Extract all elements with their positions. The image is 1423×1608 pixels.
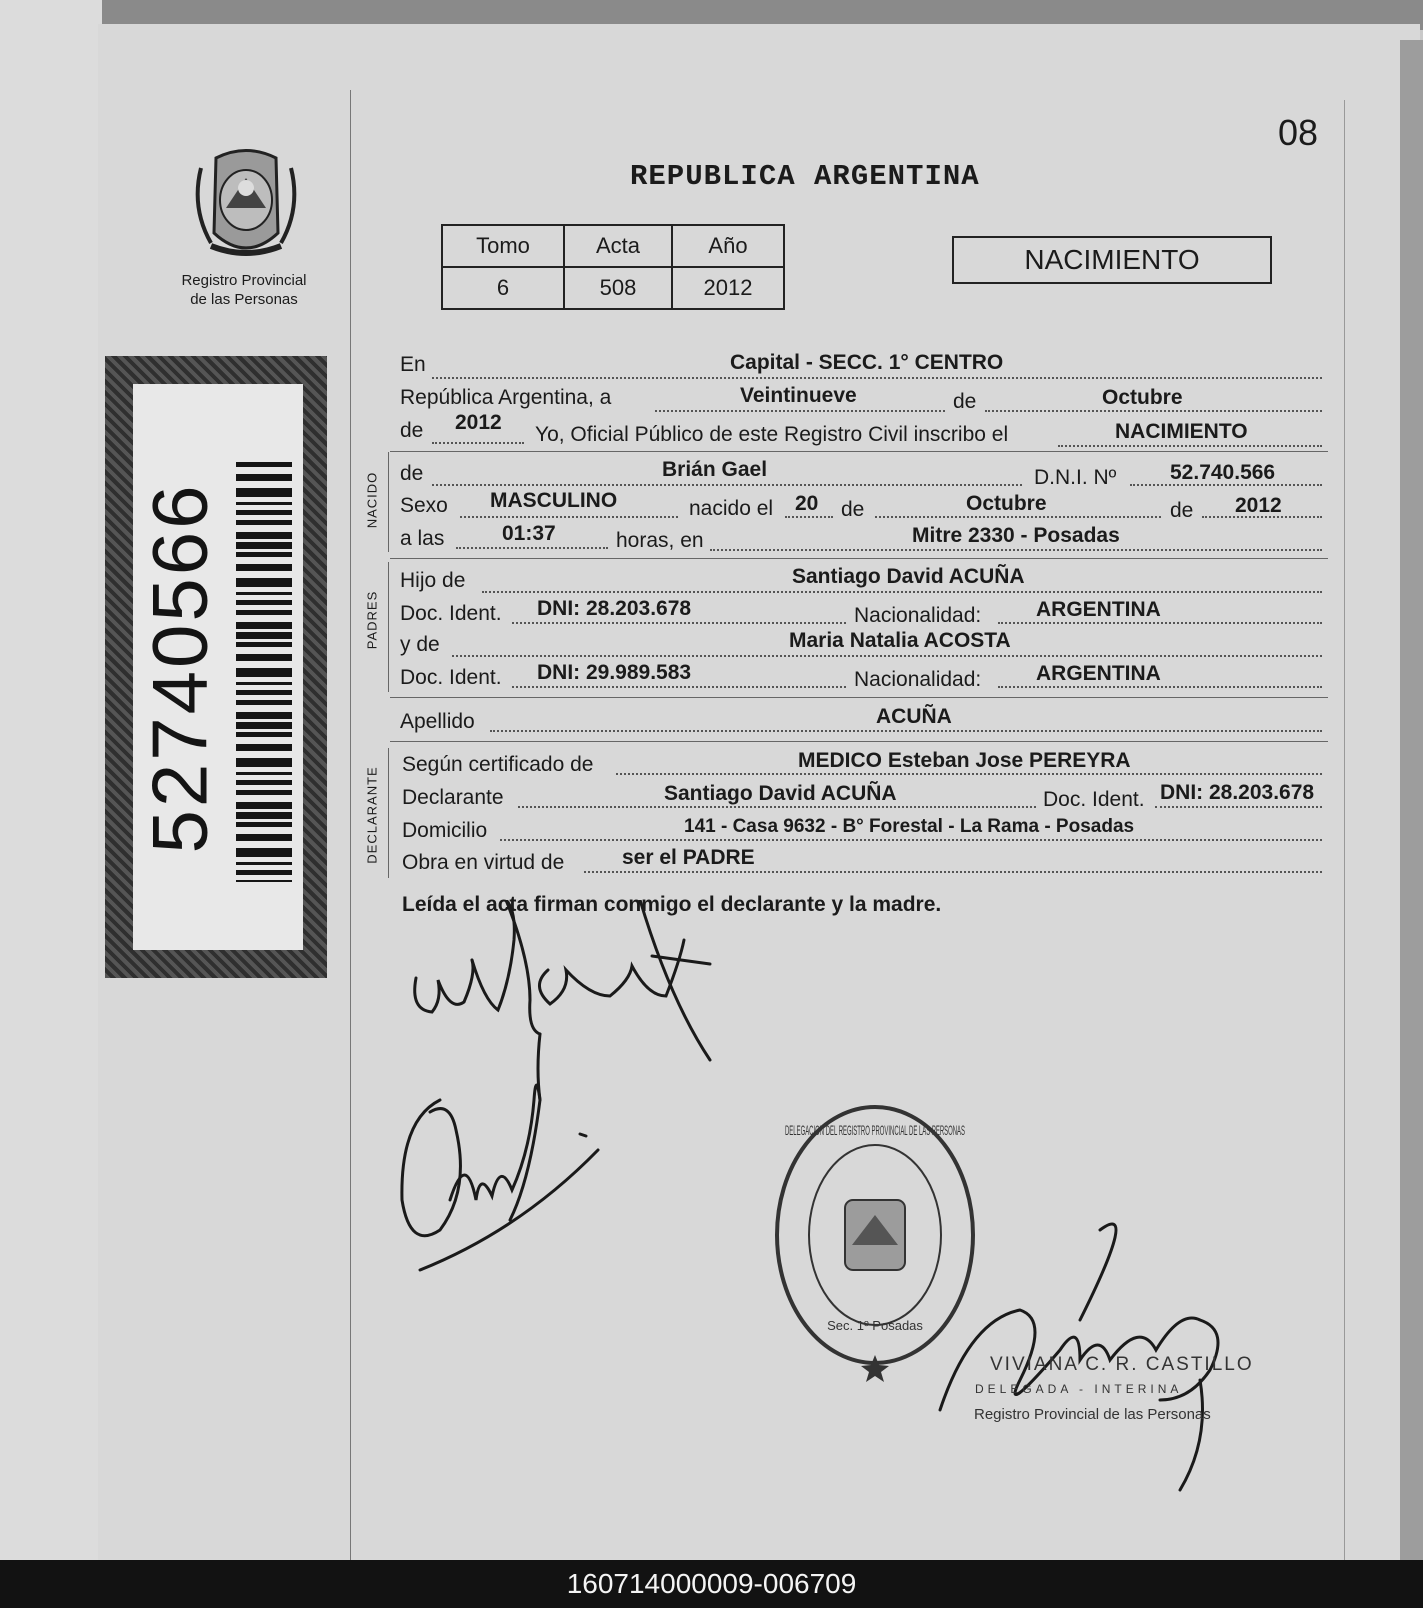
barcode-bar [236, 668, 292, 677]
separator-padres [390, 558, 1328, 559]
year-dots [432, 442, 524, 444]
declarante-value: Santiago David ACUÑA [664, 782, 897, 805]
place-dots [710, 549, 1322, 551]
barcode-bar [236, 592, 292, 595]
birth-place-value: Mitre 2330 - Posadas [912, 524, 1120, 547]
day-dots [655, 410, 945, 412]
birth-de-year-label: de [1170, 499, 1194, 522]
padres-bar [388, 562, 389, 692]
mother-doc-label: Doc. Ident. [400, 666, 502, 689]
barcode-bar [236, 690, 292, 695]
republica-label: República Argentina, a [400, 386, 612, 409]
obra-dots [584, 871, 1322, 873]
de-year-label: de [400, 419, 424, 442]
domicilio-dots [500, 839, 1322, 841]
reference-table [441, 224, 785, 310]
en-label: En [400, 353, 426, 376]
barcode-bar [236, 510, 292, 515]
segun-value: MEDICO Esteban Jose PEREYRA [798, 749, 1131, 772]
birth-day-dots [785, 516, 833, 518]
official-registry: Registro Provincial de las Personas [974, 1406, 1211, 1423]
barcode-bar [236, 488, 292, 497]
mother-name-value: Maria Natalia ACOSTA [789, 629, 1011, 652]
ref-value-tomo: 6 [442, 267, 564, 309]
mother-doc-dots [512, 686, 846, 688]
barcode-bar [236, 610, 292, 615]
declarante-dots [518, 806, 1036, 808]
barcode-bar [236, 772, 292, 775]
declarante-doc-value: DNI: 28.203.678 [1160, 781, 1315, 804]
book-left-page [0, 0, 102, 1560]
ref-header-acta: Acta [564, 225, 672, 267]
barcode-bar [236, 802, 292, 809]
seal-inner-text: Sec. 1º Posadas [827, 1318, 923, 1333]
separator-declarante [390, 741, 1328, 742]
barcode-bar [236, 870, 292, 875]
closing-statement: Leída el acta firman conmigo el declarante y la madre. [402, 893, 942, 916]
nacido-el-label: nacido el [689, 497, 774, 520]
nacido-bar [388, 452, 389, 552]
barcode-bar [236, 642, 292, 647]
dni-label: D.N.I. Nº [1034, 466, 1117, 489]
barcode-bar [236, 462, 292, 467]
nacido-de-label: de [400, 462, 424, 485]
father-nat-dots [998, 622, 1322, 624]
coat-of-arms-icon [186, 138, 306, 268]
time-dots [456, 547, 608, 549]
barcode-icon [236, 462, 292, 882]
nacido-side-label: NACIDO [364, 471, 380, 529]
page-number: 08 [1278, 112, 1319, 153]
a-las-label: a las [400, 527, 445, 550]
declarante-doc-dots [1155, 806, 1322, 808]
barcode-bar [236, 532, 292, 539]
mother-signature-icon [402, 1085, 598, 1270]
barcode-bar [236, 722, 292, 729]
father-doc-value: DNI: 28.203.678 [537, 597, 692, 620]
ref-value-acta: 508 [564, 267, 672, 309]
barcode-bar [236, 474, 292, 481]
apellido-value: ACUÑA [876, 705, 952, 728]
stub-separator [350, 90, 351, 1560]
mother-nat-label: Nacionalidad: [854, 668, 982, 691]
sexo-value: MASCULINO [490, 489, 618, 512]
child-name-value: Brián Gael [662, 458, 768, 481]
apellido-dots [490, 730, 1322, 732]
declarante-side-label: DECLARANTE [364, 766, 380, 864]
barcode-bar [236, 834, 292, 841]
father-name-value: Santiago David ACUÑA [792, 565, 1025, 588]
birth-month-dots [875, 516, 1161, 518]
mother-nat-dots [998, 686, 1322, 688]
separator-apellido [390, 697, 1328, 698]
declarante-bar [388, 748, 389, 878]
day-value: Veintinueve [740, 384, 857, 407]
time-value: 01:37 [502, 522, 556, 545]
seal-ring-text: DELEGACION DEL REGISTRO PROVINCIAL DE LAS PERSONAS [785, 1122, 965, 1138]
official-name: VIVIANA C. R. CASTILLO [990, 1354, 1254, 1375]
father-dots [482, 591, 1322, 593]
barcode-bar [236, 790, 292, 795]
domicilio-label: Domicilio [402, 819, 488, 842]
barcode-bar [236, 622, 292, 629]
en-value: Capital - SECC. 1° CENTRO [730, 351, 1004, 374]
barcode-bar [236, 780, 292, 785]
barcode-bar [236, 862, 292, 865]
segun-label: Según certificado de [402, 753, 594, 776]
registry-label-line2: de las Personas [190, 291, 298, 308]
barcode-bar [236, 542, 292, 549]
father-nat-label: Nacionalidad: [854, 604, 982, 627]
obra-label: Obra en virtud de [402, 851, 565, 874]
barcode-bar [236, 848, 292, 857]
official-seal-icon [777, 1107, 973, 1382]
ref-header-ano: Año [672, 225, 784, 267]
barcode-bar [236, 880, 292, 882]
domicilio-value: 141 - Casa 9632 - B° Forestal - La Rama - Posadas [684, 816, 1135, 837]
declarante-doc-label: Doc. Ident. [1043, 788, 1145, 811]
barcode-bar [236, 682, 292, 685]
book-right-edge [1400, 40, 1423, 1560]
barcode-bar [236, 700, 292, 705]
sexo-dots [460, 516, 678, 518]
signatures-and-seal [380, 900, 1380, 1540]
barcode-bar [236, 502, 292, 505]
barcode-bar [236, 578, 292, 587]
registry-label-line1: Registro Provincial [181, 272, 307, 289]
stub-number: 52740566 [135, 482, 224, 854]
hijo-de-label: Hijo de [400, 569, 466, 592]
barcode-bar [236, 552, 292, 557]
inscribo-value: NACIMIENTO [1115, 420, 1248, 443]
declarant-signature-icon [415, 900, 710, 1100]
father-doc-dots [512, 622, 846, 624]
mother-doc-value: DNI: 29.989.583 [537, 661, 692, 684]
ref-header-tomo: Tomo [442, 225, 564, 267]
barcode-bar [236, 744, 292, 751]
y-de-label: y de [400, 633, 440, 656]
act-type-box: NACIMIENTO [952, 236, 1272, 284]
horas-label: horas, en [616, 529, 704, 552]
barcode-bar [236, 712, 292, 719]
birth-day-value: 20 [795, 492, 819, 515]
birth-de-label: de [841, 498, 865, 521]
barcode-bar [236, 600, 292, 605]
barcode-bar [236, 564, 292, 571]
obra-value: ser el PADRE [622, 846, 755, 869]
oficial-text: Yo, Oficial Público de este Registro Civil inscribo el [535, 423, 1009, 446]
sexo-label: Sexo [400, 494, 448, 517]
de-label: de [953, 390, 977, 413]
dni-value: 52.740.566 [1170, 461, 1276, 484]
barcode-bar [236, 654, 292, 661]
name-dots [432, 484, 1022, 486]
country-heading: REPUBLICA ARGENTINA [630, 160, 980, 193]
ref-value-ano: 2012 [672, 267, 784, 309]
inscribo-dots [1058, 445, 1322, 447]
father-doc-label: Doc. Ident. [400, 602, 502, 625]
scan-footer: 160714000009-006709 [0, 1560, 1423, 1608]
barcode-bar [236, 822, 292, 827]
official-title: DELEGADA - INTERINA [975, 1382, 1183, 1396]
barcode-bar [236, 632, 292, 639]
father-nat-value: ARGENTINA [1036, 598, 1161, 621]
en-dots [432, 377, 1322, 379]
mother-dots [452, 655, 1322, 657]
barcode-bar [236, 812, 292, 819]
padres-side-label: PADRES [364, 590, 380, 650]
declarante-label: Declarante [402, 786, 504, 809]
birth-month-value: Octubre [966, 492, 1047, 515]
month-dots [985, 410, 1322, 412]
birth-year-value: 2012 [1235, 494, 1282, 517]
apellido-label: Apellido [400, 710, 475, 733]
mother-nat-value: ARGENTINA [1036, 662, 1161, 685]
year-value: 2012 [455, 411, 502, 434]
barcode-bar [236, 732, 292, 737]
barcode-bar [236, 758, 292, 767]
barcode-bar [236, 520, 292, 525]
separator-nacido [390, 451, 1328, 452]
month-value: Octubre [1102, 386, 1183, 409]
segun-dots [616, 773, 1322, 775]
